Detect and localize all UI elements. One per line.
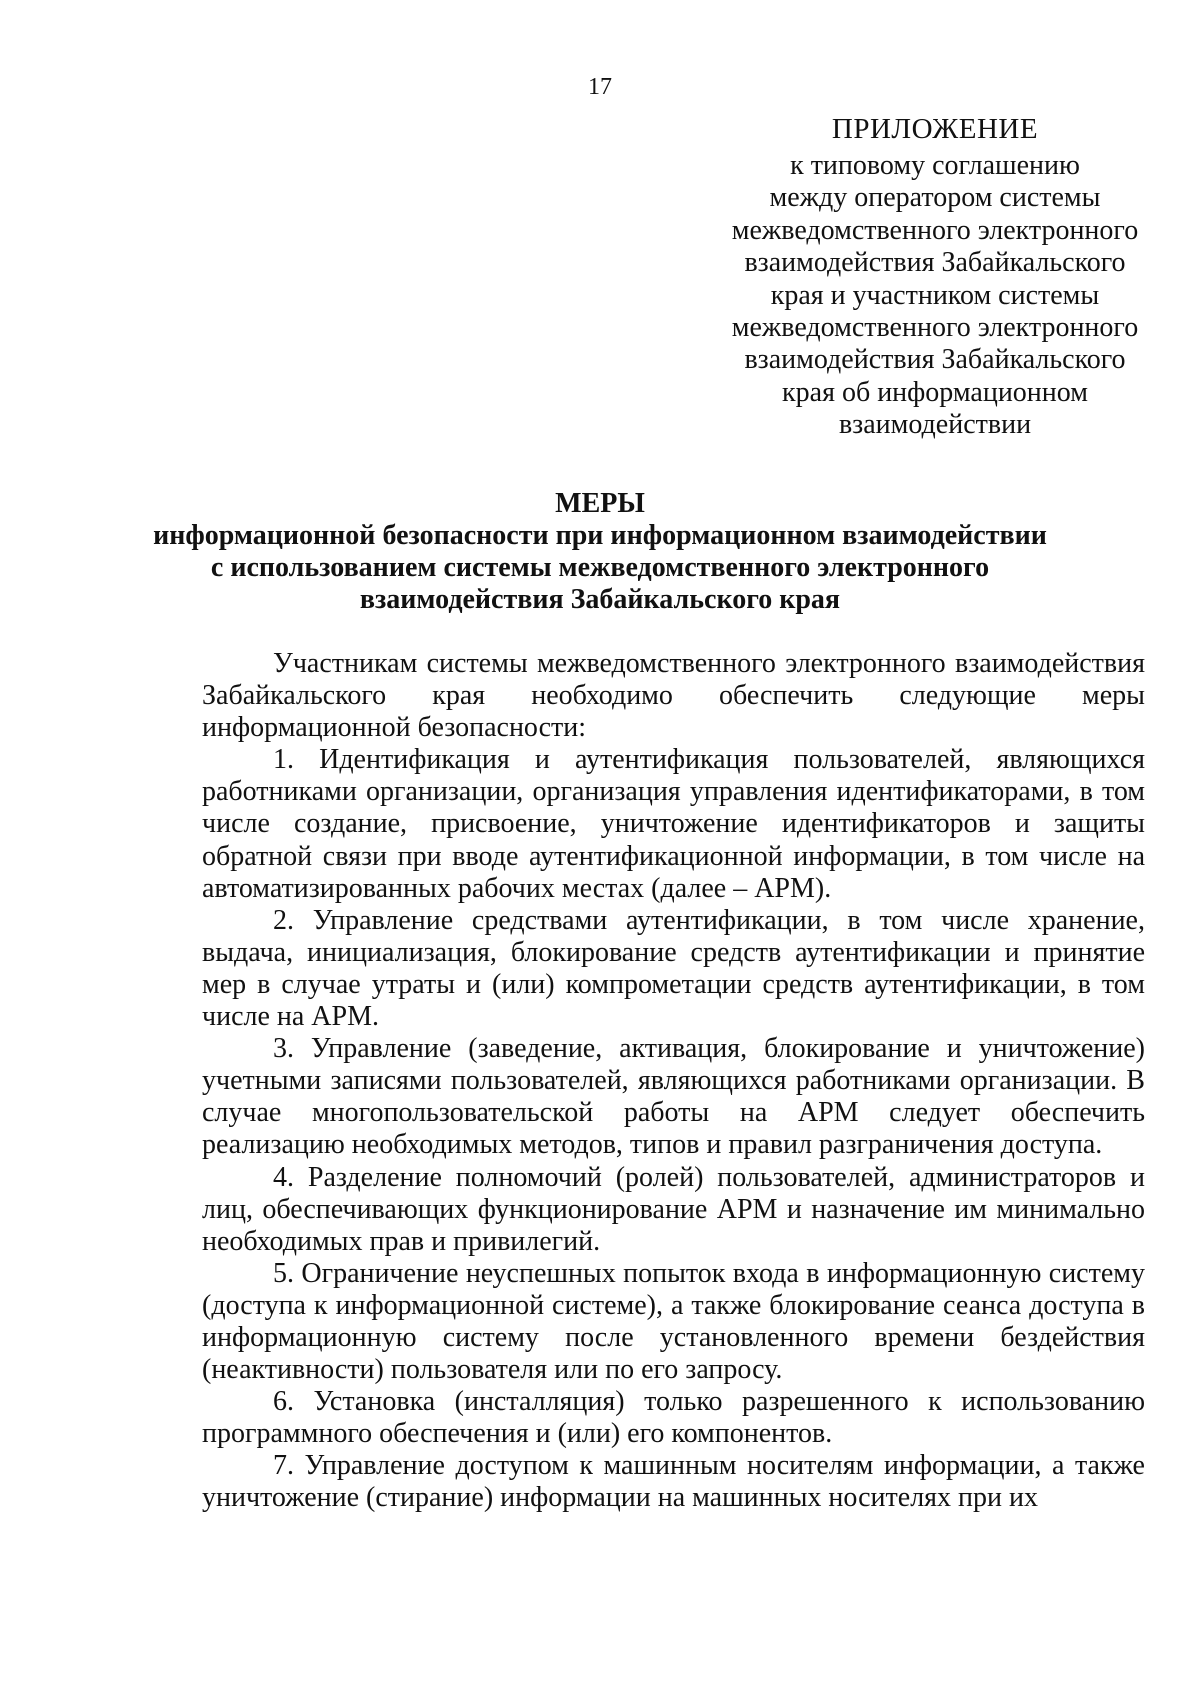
measure-paragraph-1: 1. Идентификация и аутентификация пользователей, являющихся работниками организации, организация управления идентификаторами, в том числе создание, присвоение, уничтожение идентификаторов и защиты обратной связи при вводе аутентификационной информации, в том числе на автоматизированных рабочих местах (далее – АРМ). (202, 744, 1145, 904)
measure-paragraph-3: 3. Управление (заведение, активация, блокирование и уничтожение) учетными записями пользователей, являющихся работниками организации. В случае многопользовательской работы на АРМ следует обеспечить реализацию необходимых методов, типов и правил разграничения доступа. (202, 1033, 1145, 1161)
appendix-line: между оператором системы (769, 182, 1101, 214)
measure-paragraph-5: 5. Ограничение неуспешных попыток входа в информационную систему (доступа к информационной системе), а также блокирование сеанса доступа в информационную систему после установленного времени бездействия (неактивности) пользователя или по его запросу. (202, 1257, 1145, 1386)
heading-line: МЕРЫ (555, 488, 645, 519)
appendix-line: межведомственного электронного (731, 312, 1139, 344)
appendix-line: края об информационном (782, 376, 1088, 408)
heading-line: взаимодействия Забайкальского края (359, 584, 841, 615)
appendix-line: взаимодействии (838, 409, 1032, 441)
appendix-line: к типовому соглашению (790, 150, 1080, 181)
appendix-title: ПРИЛОЖЕНИЕ (831, 113, 1039, 145)
page-number: 17 (588, 74, 612, 100)
appendix-subtitle (700, 150, 1170, 442)
measure-paragraph-6: 6. Установка (инсталляция) только разрешенного к использованию программного обеспечения и (или) его компонентов. (202, 1386, 1145, 1450)
body-text (202, 648, 1145, 1515)
measure-paragraph-4: 4. Разделение полномочий (ролей) пользователей, администраторов и лиц, обеспечивающих функционирование АРМ и назначение им минимально необходимых прав и привилегий. (202, 1161, 1145, 1257)
document-heading (0, 488, 1200, 616)
appendix-line: края и участником системы (770, 279, 1100, 311)
heading-line: с использованием системы межведомственного электронного (210, 552, 990, 583)
appendix-line: взаимодействия Забайкальского (744, 247, 1126, 279)
intro-paragraph: Участникам системы межведомственного электронного взаимодействия Забайкальского края необходимо обеспечить следующие меры информационной безопасности: (202, 648, 1145, 744)
measure-paragraph-7: 7. Управление доступом к машинным носителям информации, а также уничтожение (стирание) информации на машинных носителях при их (202, 1450, 1145, 1514)
appendix-line: межведомственного электронного (731, 214, 1139, 246)
measure-paragraph-2: 2. Управление средствами аутентификации, в том числе хранение, выдача, инициализация, блокирование средств аутентификации и принятие мер в случае утраты и (или) компрометации средств аутентификации, в том числе на АРМ. (202, 904, 1145, 1033)
appendix-line: взаимодействия Забайкальского (744, 344, 1126, 376)
heading-line: информационной безопасности при информационном взаимодействии (153, 520, 1047, 551)
